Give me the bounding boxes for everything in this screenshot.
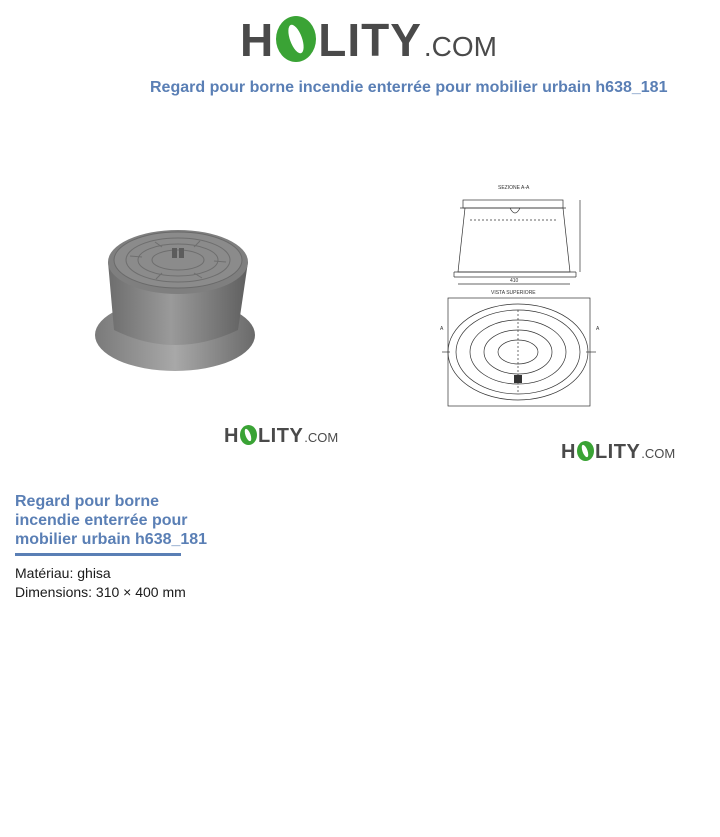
logo-letter-h: H bbox=[240, 14, 275, 66]
dimensions-value: 310 × 400 mm bbox=[95, 584, 186, 600]
product-photo bbox=[80, 200, 280, 390]
section-width-dim: 410 bbox=[510, 278, 519, 284]
dimensions-label: Dimensions: bbox=[15, 584, 93, 600]
logo-o-icon bbox=[276, 16, 316, 62]
heading-underline bbox=[15, 553, 181, 556]
spec-dimensions bbox=[15, 584, 186, 600]
material-value: ghisa bbox=[77, 565, 111, 581]
technical-drawing bbox=[430, 180, 610, 415]
logo-text-lity: LITY bbox=[318, 14, 422, 66]
logo-text-lity: LITY bbox=[594, 441, 641, 463]
section-mark-left: A bbox=[440, 326, 444, 332]
logo-suffix: .COM bbox=[641, 446, 676, 461]
spec-material bbox=[15, 565, 111, 581]
holity-logo-small bbox=[224, 422, 338, 448]
logo-suffix: .COM bbox=[304, 430, 339, 445]
logo-text-lity: LITY bbox=[257, 425, 304, 447]
top-view-label: VISTA SUPERIORE bbox=[491, 290, 536, 296]
logo-o-icon bbox=[577, 441, 594, 461]
product-heading: Regard pour borne incendie enterrée pour mobilier urbain h638_181 bbox=[15, 493, 208, 548]
page-title: Regard pour borne incendie enterrée pour mobilier urbain h638_181 bbox=[150, 79, 668, 96]
section-label: SEZIONE A-A bbox=[498, 185, 530, 191]
logo-letter-h: H bbox=[224, 425, 239, 447]
logo-o-icon bbox=[240, 425, 257, 445]
holity-logo[interactable] bbox=[240, 10, 497, 67]
logo-suffix: .COM bbox=[423, 31, 498, 62]
holity-logo-small bbox=[561, 438, 675, 464]
logo-letter-h: H bbox=[561, 441, 576, 463]
section-mark-right: A bbox=[596, 326, 600, 332]
material-label: Matériau: bbox=[15, 565, 74, 581]
